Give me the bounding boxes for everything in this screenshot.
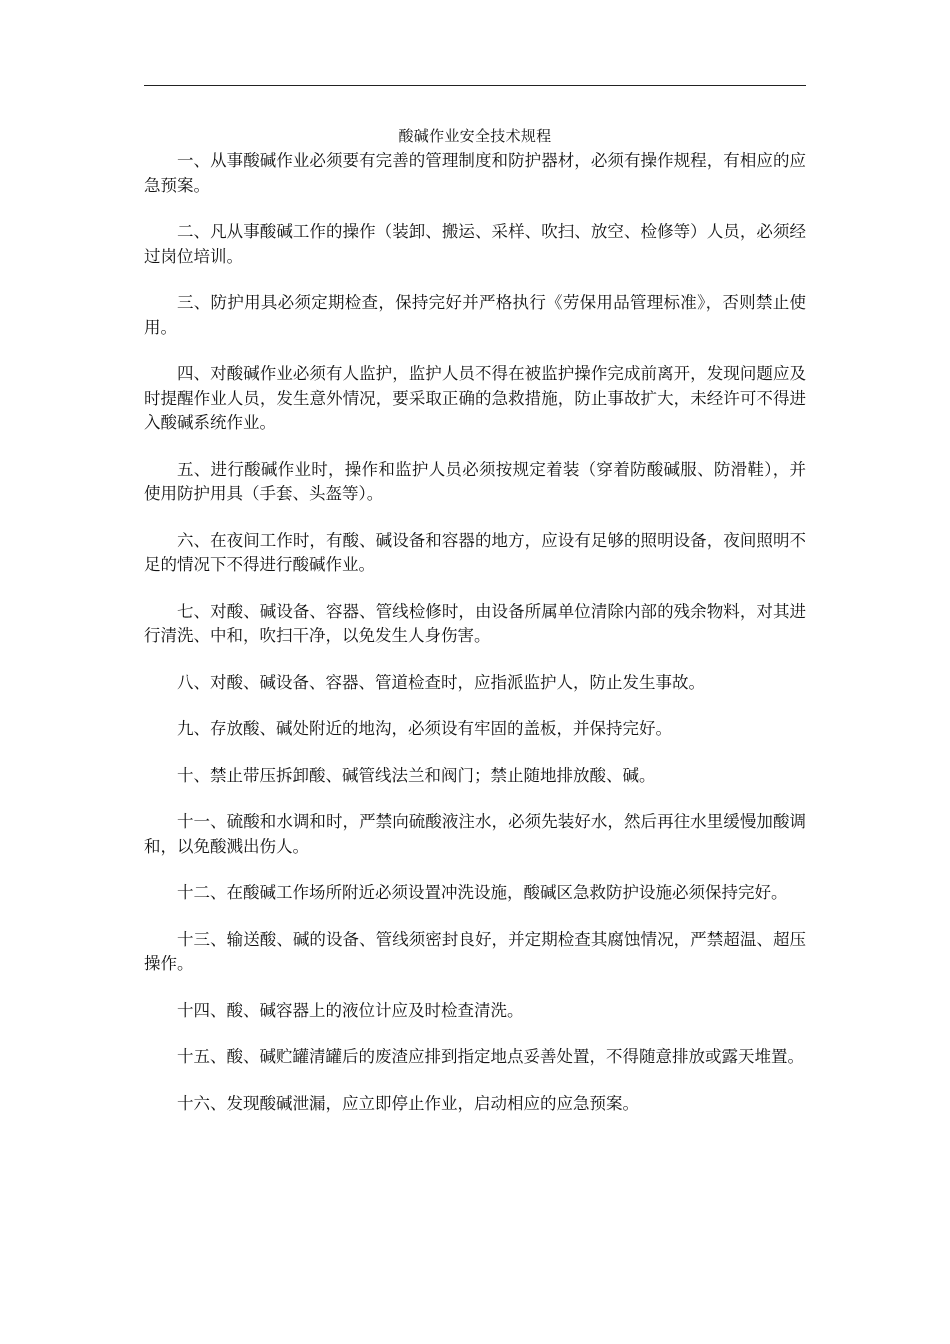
paragraph-15: 十五、酸、碱贮罐清罐后的废渣应排到指定地点妥善处置，不得随意排放或露天堆置。 xyxy=(177,1047,804,1066)
paragraph-13: 十三、输送酸、碱的设备、管线须密封良好，并定期检查其腐蚀情况，严禁超温、超压操作。 xyxy=(144,929,806,973)
paragraph-1: 一、从事酸碱作业必须要有完善的管理制度和防护器材，必须有操作规程，有相应的应急预案。 xyxy=(144,151,806,195)
paragraph-6: 六、在夜间工作时，有酸、碱设备和容器的地方，应设有足够的照明设备，夜间照明不足的情况下不得进行酸碱作业。 xyxy=(144,530,806,574)
document-body xyxy=(144,149,806,1138)
header-rule xyxy=(144,85,806,86)
paragraph-14: 十四、酸、碱容器上的液位计应及时检查清洗。 xyxy=(177,1000,524,1020)
paragraph-12: 十二、在酸碱工作场所附近必须设置冲洗设施，酸碱区急救防护设施必须保持完好。 xyxy=(177,883,788,902)
paragraph-5: 五、进行酸碱作业时，操作和监护人员必须按规定着装（穿着防酸碱服、防滑鞋），并使用防护用具（手套、头盔等）。 xyxy=(144,459,806,503)
paragraph-8: 八、对酸、碱设备、容器、管道检查时，应指派监护人，防止发生事故。 xyxy=(177,672,705,692)
paragraph-9: 九、存放酸、碱处附近的地沟，必须设有牢固的盖板，并保持完好。 xyxy=(177,719,672,738)
paragraph-10: 十、禁止带压拆卸酸、碱管线法兰和阀门；禁止随地排放酸、碱。 xyxy=(177,765,656,785)
document-title: 酸碱作业安全技术规程 xyxy=(398,127,552,145)
paragraph-3: 三、防护用具必须定期检查，保持完好并严格执行《劳保用品管理标准》，否则禁止使用。 xyxy=(144,293,806,337)
paragraph-16: 十六、发现酸碱泄漏，应立即停止作业，启动相应的应急预案。 xyxy=(177,1093,639,1113)
paragraph-11: 十一、硫酸和水调和时，严禁向硫酸液注水，必须先装好水，然后再往水里缓慢加酸调和，以免酸溅出伤人。 xyxy=(144,812,806,856)
paragraph-2: 二、凡从事酸碱工作的操作（装卸、搬运、采样、吹扫、放空、检修等）人员，必须经过岗位培训。 xyxy=(144,222,806,266)
paragraph-4: 四、对酸碱作业必须有人监护，监护人员不得在被监护操作完成前离开，发现问题应及时提醒作业人员，发生意外情况，要采取正确的急救措施，防止事故扩大，未经许可不得进入酸碱系统作业。 xyxy=(144,364,806,432)
paragraph-7: 七、对酸、碱设备、容器、管线检修时，由设备所属单位清除内部的残余物料，对其进行清洗、中和，吹扫干净，以免发生人身伤害。 xyxy=(144,601,806,645)
